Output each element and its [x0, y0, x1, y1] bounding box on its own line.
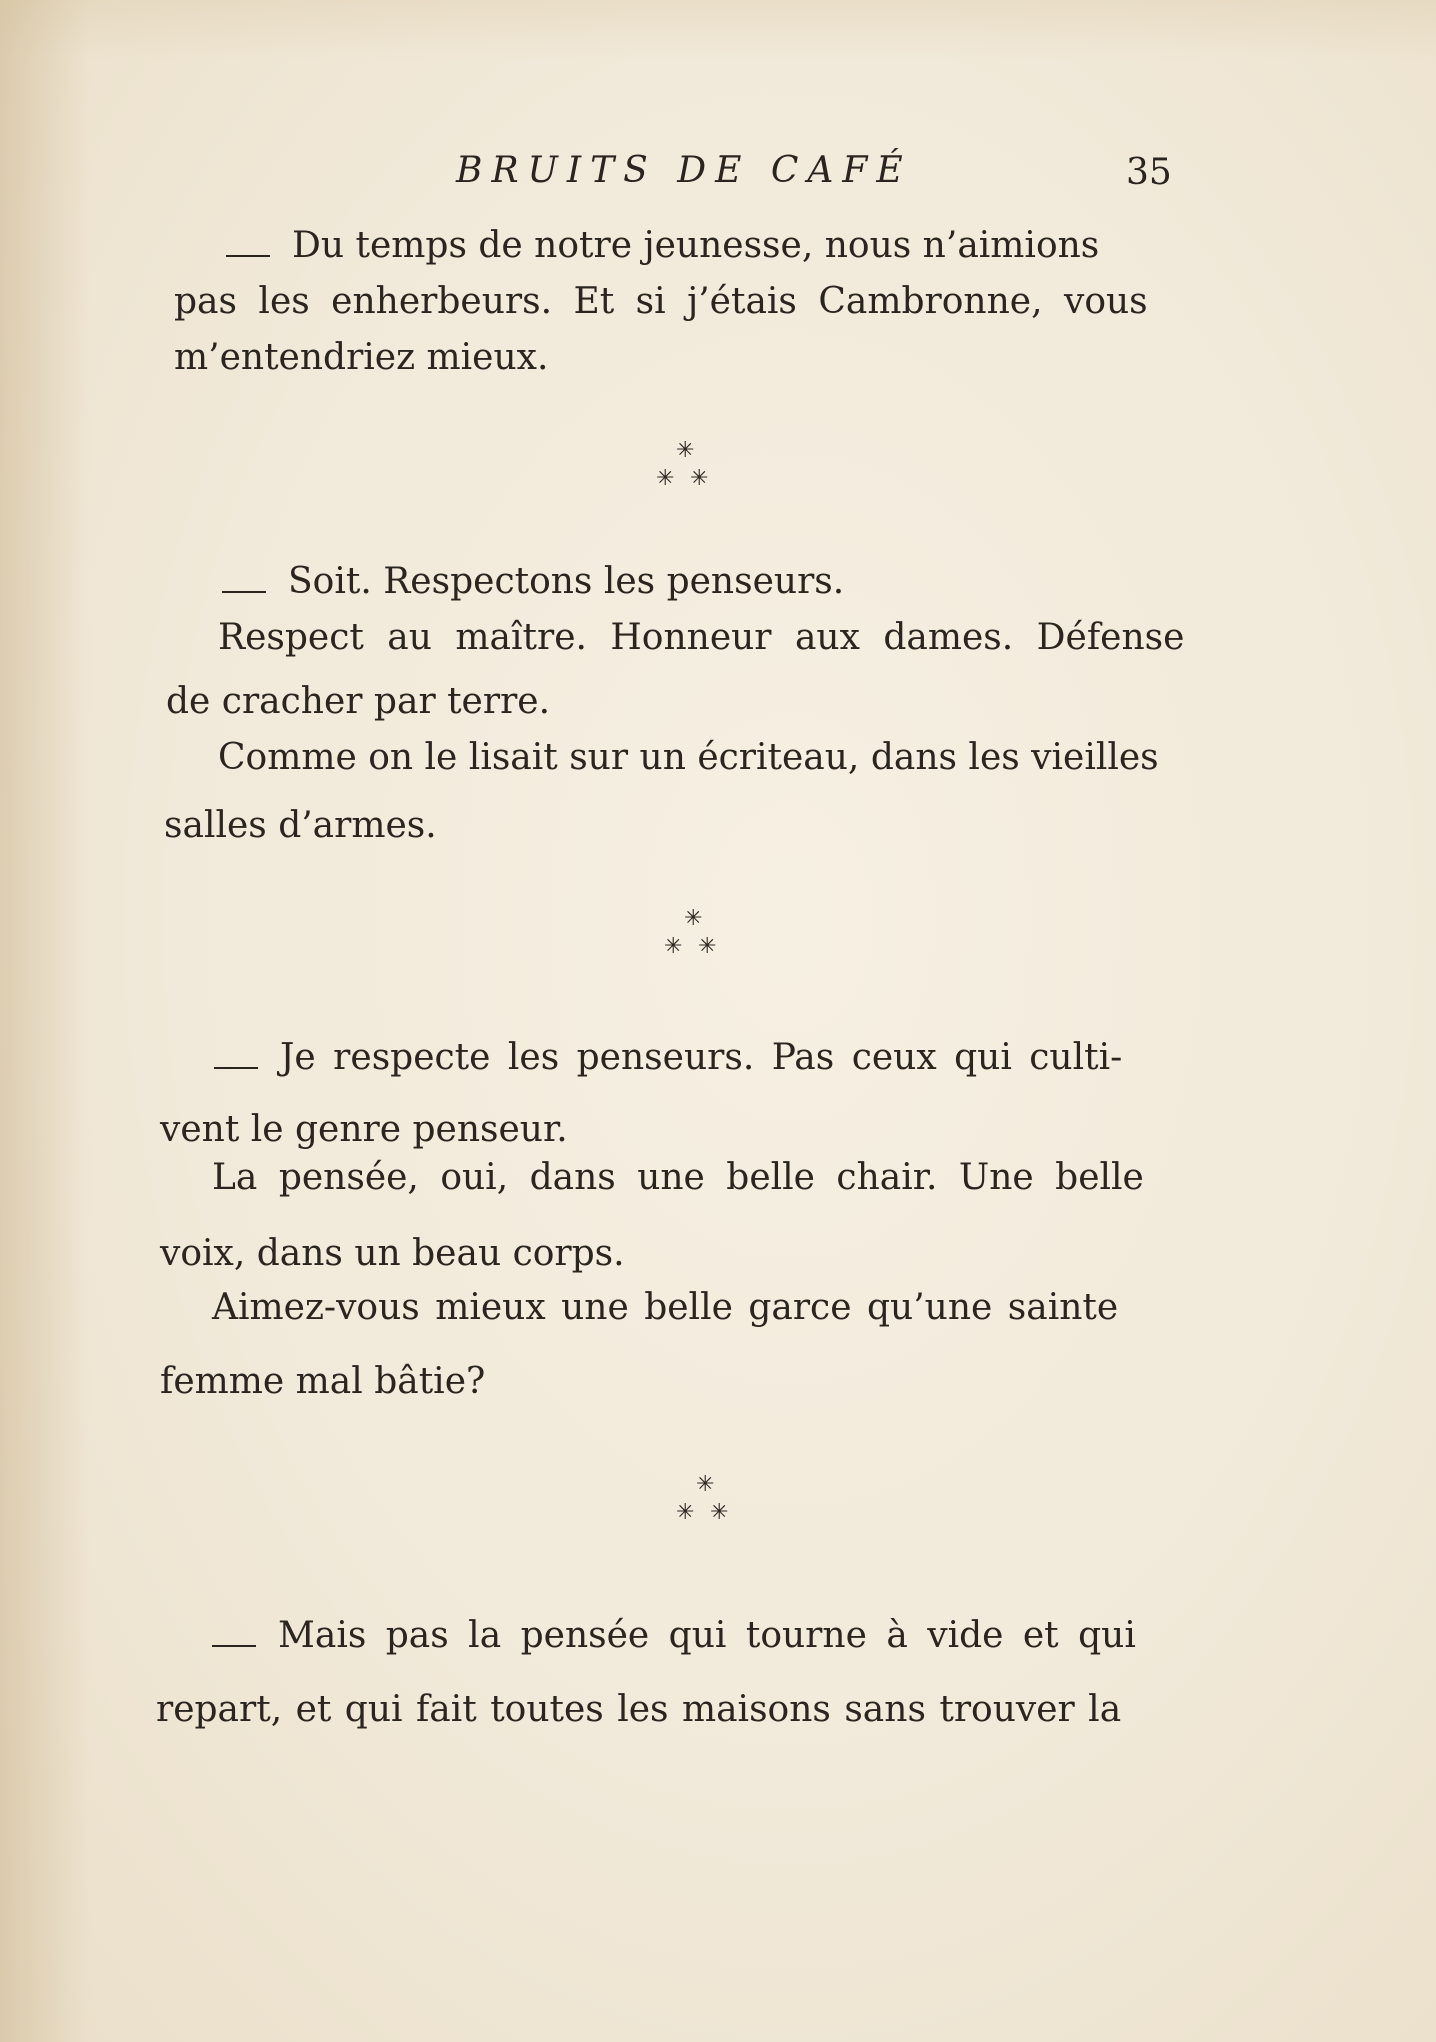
asterisk-icon: ✳	[696, 1472, 715, 1497]
text-line: de cracher par terre.	[166, 681, 551, 722]
text-line: repart, et qui fait toutes les maisons sans trouver la	[156, 1689, 1122, 1730]
asterisk-icon: ✳	[676, 438, 695, 463]
asterisk-icon: ✳	[684, 906, 703, 931]
em-dash	[226, 255, 270, 257]
section-separator	[656, 440, 716, 492]
text-line: femme mal bâtie?	[160, 1361, 486, 1402]
text-line: La pensée, oui, dans une belle chair. Une belle	[212, 1157, 1144, 1198]
text-line: salles d’armes.	[164, 805, 437, 846]
em-dash	[212, 1645, 256, 1647]
text-line: m’entendriez mieux.	[174, 337, 549, 378]
asterisk-icon: ✳	[698, 934, 717, 959]
em-dash	[214, 1067, 258, 1069]
text-line: Soit. Respectons les penseurs.	[222, 564, 844, 600]
page-number: 35	[1126, 152, 1172, 193]
text-line: pas les enherbeurs. Et si j’étais Cambronne, vous	[174, 281, 1148, 322]
asterisk-icon: ✳	[656, 466, 675, 491]
text-line: Respect au maître. Honneur aux dames. Défense	[218, 617, 1185, 658]
text-line: Mais pas la pensée qui tourne à vide et qui	[212, 1618, 1136, 1654]
em-dash	[222, 591, 266, 593]
running-title: BRUITS DE CAFÉ	[456, 150, 912, 191]
text-line: voix, dans un beau corps.	[160, 1233, 625, 1274]
text-line: Comme on le lisait sur un écriteau, dans les vieilles	[218, 737, 1159, 778]
page-top-shadow	[0, 0, 1436, 60]
asterisk-icon: ✳	[676, 1500, 695, 1525]
text-line: vent le genre penseur.	[160, 1109, 568, 1150]
page-edge-shadow	[0, 0, 90, 2042]
section-separator	[664, 908, 724, 960]
text-line: Aimez-vous mieux une belle garce qu’une sainte	[212, 1287, 1119, 1328]
asterisk-icon: ✳	[690, 466, 709, 491]
text-line: Du temps de notre jeunesse, nous n’aimions	[226, 228, 1099, 264]
text-line: Je respecte les penseurs. Pas ceux qui culti-	[214, 1040, 1122, 1076]
section-separator	[676, 1474, 736, 1526]
asterisk-icon: ✳	[710, 1500, 729, 1525]
asterisk-icon: ✳	[664, 934, 683, 959]
